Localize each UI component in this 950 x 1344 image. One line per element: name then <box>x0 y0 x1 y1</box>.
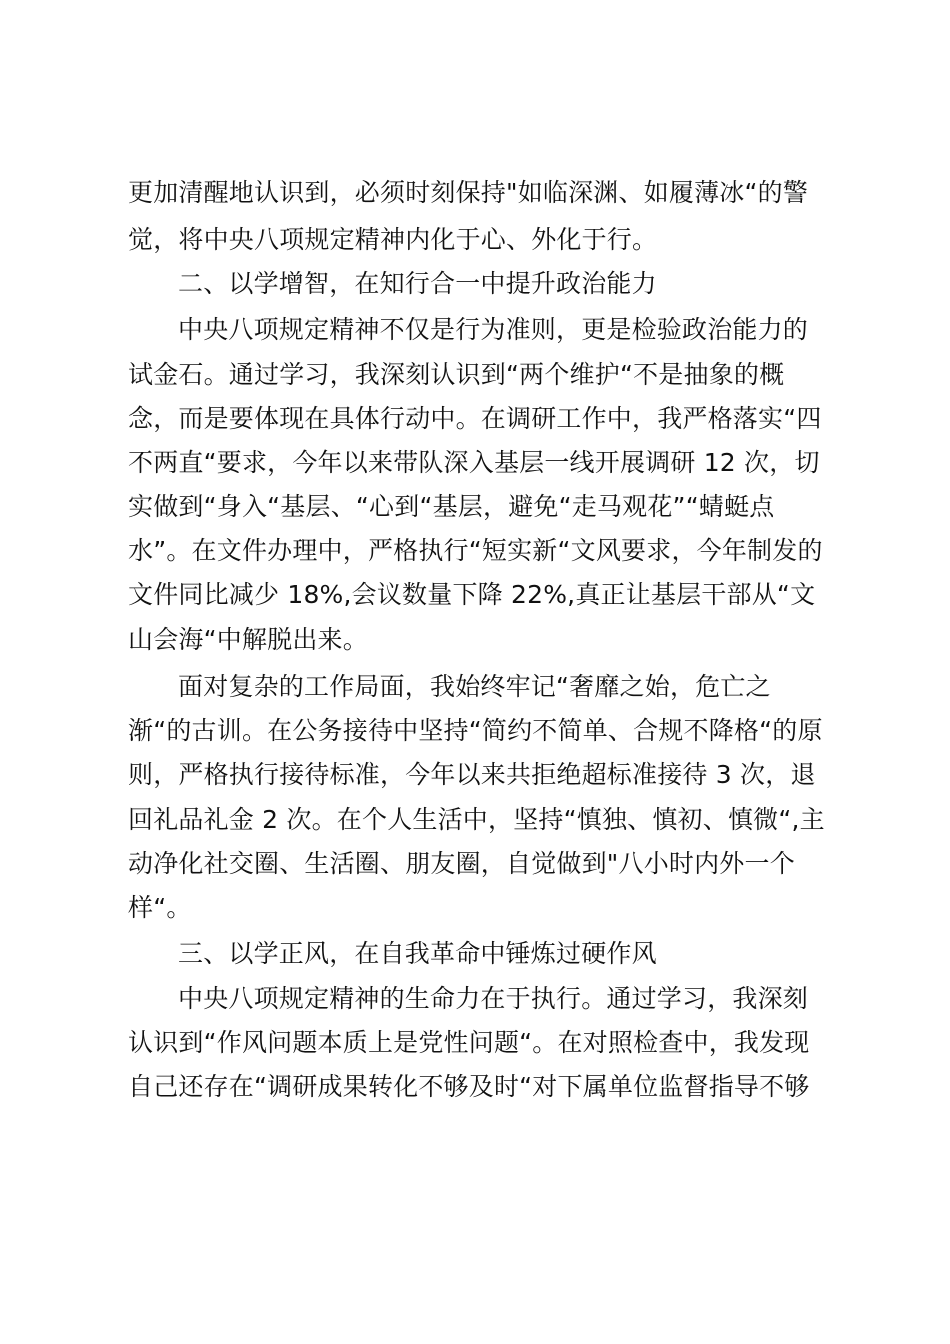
paragraph-line: 中央八项规定精神不仅是行为准则，更是检验政治能力的 <box>178 315 809 344</box>
paragraph-line: 觉，将中央八项规定精神内化于心、外化于行。 <box>128 225 658 254</box>
paragraph-line: 念，而是要体现在具体行动中。在调研工作中，我严格落实“四 <box>128 404 822 433</box>
paragraph-line: 动净化社交圈、生活圈、朋友圈，自觉做到"八小时内外一个 <box>128 849 795 878</box>
paragraph-line: 试金石。通过学习，我深刻认识到“两个维护“不是抽象的概 <box>128 360 785 389</box>
paragraph-line: 样“。 <box>128 893 192 922</box>
paragraph-line: 更加清醒地认识到，必须时刻保持"如临深渊、如履薄冰“的警 <box>128 178 809 207</box>
paragraph-line: 自己还存在“调研成果转化不够及时“对下属单位监督指导不够 <box>128 1072 810 1101</box>
paragraph-line: 山会海“中解脱出来。 <box>128 625 368 654</box>
section-heading-2: 二、以学增智，在知行合一中提升政治能力 <box>178 269 657 298</box>
paragraph-line: 则，严格执行接待标准，今年以来共拒绝超标准接待 3 次，退 <box>128 760 816 789</box>
paragraph-line: 回礼品礼金 2 次。在个人生活中，坚持“慎独、慎初、慎微“,主 <box>128 805 825 834</box>
paragraph-line: 文件同比减少 18%,会议数量下降 22%,真正让基层干部从“文 <box>128 580 816 609</box>
paragraph-line: 不两直“要求，今年以来带队深入基层一线开展调研 12 次，切 <box>128 448 820 477</box>
paragraph-line: 中央八项规定精神的生命力在于执行。通过学习，我深刻 <box>178 984 809 1013</box>
section-heading-3: 三、以学正风，在自我革命中锤炼过硬作风 <box>178 939 657 968</box>
paragraph-line: 水”。在文件办理中，严格执行“短实新“文风要求，今年制发的 <box>128 536 823 565</box>
paragraph-line: 面对复杂的工作局面，我始终牢记“奢靡之始，危亡之 <box>178 672 771 701</box>
paragraph-line: 实做到“身入“基层、“心到“基层，避免“走马观花”“蜻蜓点 <box>128 492 775 521</box>
paragraph-line: 渐“的古训。在公务接待中坚持“简约不简单、合规不降格“的原 <box>128 716 823 745</box>
paragraph-line: 认识到“作风问题本质上是党性问题“。在对照检查中，我发现 <box>128 1028 810 1057</box>
